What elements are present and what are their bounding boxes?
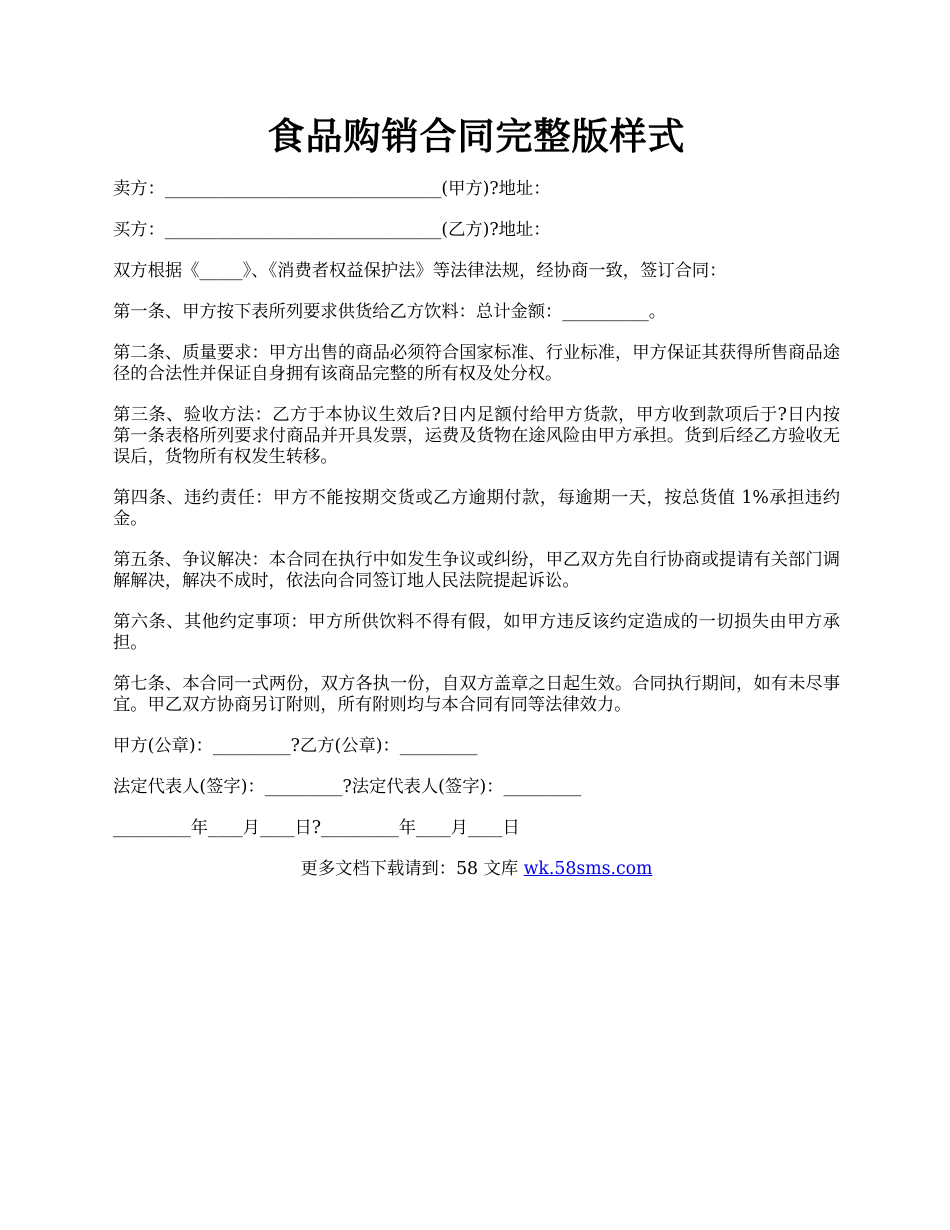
- document-title: 食品购销合同完整版样式: [267, 114, 686, 158]
- download-footer: [113, 859, 840, 880]
- preamble: 双方根据《_____》、《消费者权益保护法》等法律法规，经协商一致，签订合同：: [113, 261, 727, 281]
- article-6: 第六条、其他约定事项：甲方所供饮料不得有假，如甲方违反该约定造成的一切损失由甲方承担。: [113, 612, 840, 653]
- seal-line: 甲方(公章)：_________?乙方(公章)：_________: [113, 736, 478, 756]
- article-7: 第七条、本合同一式两份，双方各执一份，自双方盖章之日起生效。合同执行期间，如有未尽事宜。甲乙双方协商另订附则，所有附则均与本合同有同等法律效力。: [113, 674, 840, 715]
- article-3: 第三条、验收方法：乙方于本协议生效后?日内足额付给甲方货款，甲方收到款项后于?日内按第一条表格所列要求付商品并开具发票，运费及货物在途风险由甲方承担。货到后经乙方验收无误后，货物所有权发生转移。: [113, 405, 840, 467]
- buyer-line: 买方：________________________________(乙方)?地址：: [113, 220, 551, 240]
- footer-text: 更多文档下载请到：58 文库: [300, 859, 524, 879]
- document-page: [113, 112, 840, 880]
- date-line: _________年____月____日?_________年____月____日: [113, 818, 520, 838]
- article-4: 第四条、违约责任：甲方不能按期交货或乙方逾期付款，每逾期一天，按总货值 1%承担违约金。: [113, 488, 840, 529]
- seller-line: 卖方：________________________________(甲方)?地址：: [113, 179, 551, 199]
- footer-link[interactable]: wk.58sms.com: [523, 859, 653, 879]
- article-1: 第一条、甲方按下表所列要求供货给乙方饮料：总计金额：__________。: [113, 302, 667, 322]
- signature-line: 法定代表人(签字)：_________?法定代表人(签字)：_________: [113, 777, 582, 797]
- article-5: 第五条、争议解决：本合同在执行中如发生争议或纠纷，甲乙双方先自行协商或提请有关部门调解解决，解决不成时，依法向合同签订地人民法院提起诉讼。: [113, 550, 840, 591]
- article-2: 第二条、质量要求：甲方出售的商品必须符合国家标准、行业标准，甲方保证其获得所售商品途径的合法性并保证自身拥有该商品完整的所有权及处分权。: [113, 343, 840, 384]
